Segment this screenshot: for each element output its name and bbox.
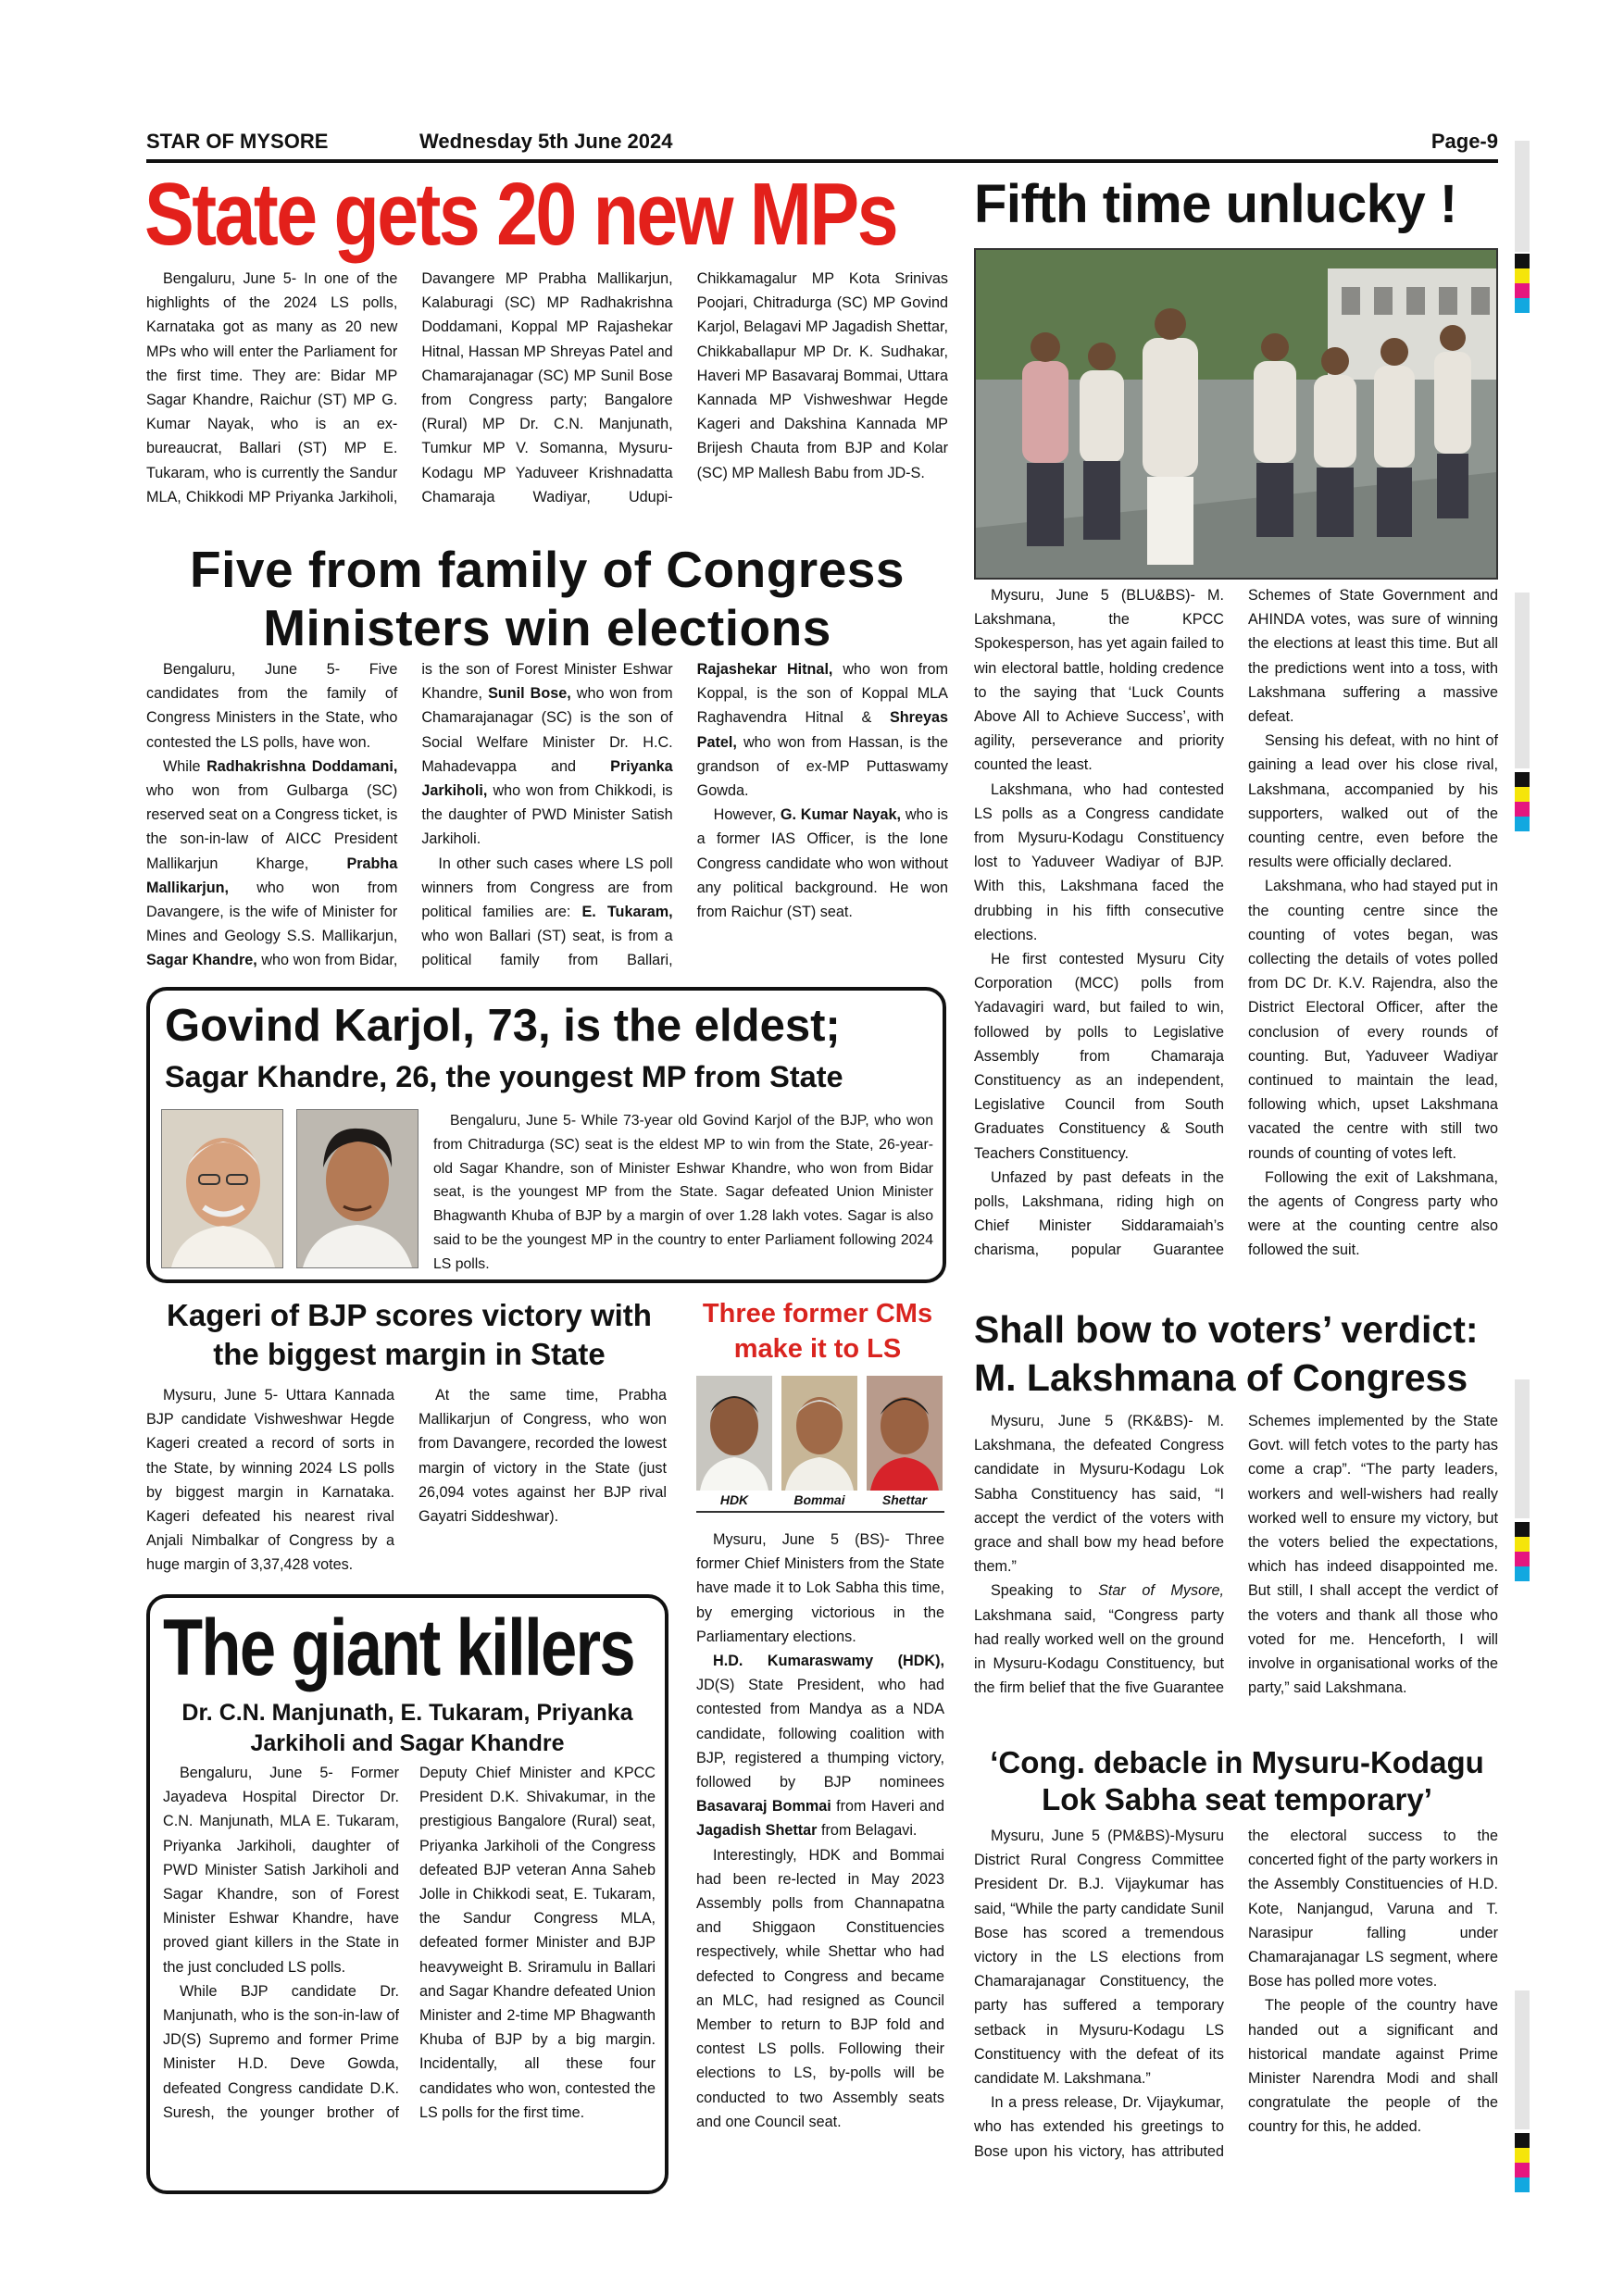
text-run: from Belagavi.	[817, 1822, 918, 1840]
reg-magenta	[1515, 283, 1530, 298]
headline-giant-killers: The giant killers	[163, 1603, 635, 1692]
caption-divider	[696, 1511, 944, 1513]
cm-name: Basavaraj Bommai	[696, 1798, 831, 1816]
subhead-line: Dr. C.N. Manjunath, E. Tukaram, Priyanka	[181, 1700, 633, 1726]
text-run: who won from Bidar, is the son of Forest Minister Eshwar Khandre,	[256, 661, 673, 969]
reg-yellow	[1515, 268, 1530, 283]
bommai-photo	[781, 1376, 857, 1491]
paper-name-italic: Star of Mysore,	[1098, 1582, 1224, 1600]
text-run: Lakshmana said, “Congress party had really worked well on the ground in Mysuru-Kodagu Constituency, but the firm belief that the five Guarantee Schemes implemented by the State Govt. will fetch votes to the party has come a crap”. “The party leaders, workers and well-wishers had really worked well to ensure my victory, but the voters belied the expectations, which has indeed disappointed me. But still, I shall accept the verdict of the voters and thank all those who voted for me. Henceforth, I will involve in organisational works of the party,” said Lakshmana.	[974, 1413, 1498, 1697]
article-paragraph: Mysuru, June 5- Uttara Kannada BJP candidate Vishweshwar Hegde Kageri created a record of sorts in the State, by winning 2024 LS polls by biggest margin in Karnataka. Kageri defeated his nearest rival Anjali Nimbalkar of Congress by a huge margin of 3,37,428 votes.	[146, 1387, 394, 1574]
headline-line: Ministers win elections	[263, 599, 831, 656]
article-paragraph: Bengaluru, June 5- Former Jayadeva Hospital Director Dr. C.N. Manjunath, MLA E. Tukaram, Priyanka Jarkiholi, daughter of PWD Minister Satish Jarkiholi and Sagar Khandre, son of Forest Minister Eshwar Khandre, have proved giant killers in the State in the just concluded LS polls.	[163, 1765, 399, 1976]
registration-strip	[1515, 1990, 1530, 2129]
sagar-khandre-photo	[296, 1109, 418, 1268]
reg-cyan	[1515, 298, 1530, 313]
article-paragraph: Mysuru, June 5 (PM&BS)-Mysuru District Rural Congress Committee President Dr. B.J. Vijaykumar has said, “While the party candidate Sunil Bose has scored a tremendous victory in the LS elections from Chamarajanagar Constituency, the party has suffered a temporary setback in Mysuru-Kodagu LS Constituency with the defeat of its candidate M. Lakshmana.”	[974, 1828, 1224, 2088]
text-run: JD(S) State President, who had contested from Mandya as a NDA candidate, following coalition with BJP, registered a thumping victory, followed by BJP nominees	[696, 1677, 944, 1791]
registration-strip	[1515, 141, 1530, 252]
headline-kageri	[144, 1296, 674, 1374]
article-paragraph: At the same time, Prabha Mallikarjun of Congress, who won from Davangere, recorded the lowest margin of victory in the State (just 26,094 votes against her BJP rival Gayatri Siddeshwar).	[418, 1387, 667, 1526]
article-three-cms	[696, 1528, 944, 2194]
color-registration-marks	[1515, 254, 1530, 313]
headline-line: Three former CMs	[702, 1299, 933, 1329]
headline-karjol: Govind Karjol, 73, is the eldest;	[165, 1001, 841, 1051]
cm-name: Jagadish Shettar	[696, 1822, 818, 1840]
article-paragraph: Bengaluru, June 5- Five candidates from the family of Congress Ministers in the State, who contested the LS polls, have won.	[146, 661, 398, 751]
text-run: who won Ballari (ST) seat, is from a political family from Ballari,	[421, 928, 673, 969]
headline-fifth-time: Fifth time unlucky !	[974, 174, 1457, 234]
shettar-photo	[867, 1376, 943, 1491]
headline-shall-bow	[974, 1305, 1500, 1402]
article-fifth-time	[974, 583, 1498, 1287]
article-karjol	[433, 1109, 933, 1276]
headline-line: Shall bow to voters’ verdict:	[974, 1308, 1479, 1351]
headline-line: ‘Cong. debacle in Mysuru-Kodagu	[990, 1745, 1484, 1779]
mp-name: Sagar Khandre,	[146, 952, 257, 969]
registration-strip	[1515, 593, 1530, 768]
mp-name: Rajashekar Hitnal,	[696, 661, 833, 678]
mp-name: G. Kumar Nayak,	[780, 806, 902, 824]
headline-debacle	[974, 1744, 1500, 1818]
text-run: who is a former IAS Officer, is the lone Congress candidate who won without any political background. He won from Raichur (ST) seat.	[696, 806, 948, 921]
text-run: who won from Chamarajanagar (SC) is the son of Social Welfare Minister Dr. H.C. Mahadevappa and	[421, 685, 673, 775]
mp-name: Sunil Bose,	[488, 685, 571, 703]
article-paragraph: He first contested Mysuru City Corporation (MCC) polls from Yadavagiri ward, but failed to win, followed by polls to Legislative Assembly from Chamaraja Constituency as an independent, Legislative Council from South Graduates Constituency & South Teachers Constituency.	[974, 951, 1224, 1162]
headline-line: Kageri of BJP scores victory with	[167, 1298, 652, 1332]
text-run: who won from Davangere, is the wife of Minister for Mines and Geology S.S. Mallikarjun,	[146, 879, 398, 945]
subhead-giant-killers	[159, 1698, 656, 1759]
mp-name: Priyanka Jarkiholi,	[421, 757, 673, 800]
article-kageri	[146, 1383, 667, 1585]
reg-black	[1515, 254, 1530, 268]
headline-family	[144, 541, 950, 657]
portrait-illustration	[867, 1376, 943, 1491]
giant-killers-box	[146, 1594, 668, 2194]
portrait-illustration	[781, 1376, 857, 1491]
article-paragraph: While BJP candidate Dr. Manjunath, who is the son-in-law of JD(S) Supremo and former Prime Minister H.D. Deve Gowda, defeated Congress candidate D.K. Suresh, the younger brother of Deputy Chief Minister and KPCC President D.K. Shivakumar, in the prestigious Bangalore (Rural) seat, Priyanka Jarkiholi of the Congress defeated BJP veteran Anna Saheb Jolle in Chikkodi seat, E. Tukaram, the Sandur Congress MLA, defeated former Minister and BJP heavyweight B. Sriramulu in Ballari and Sagar Khandre defeated Union Minister and 2-time MP Bhagwanth Khuba of BJP by a big margin. Incidentally, all these four candidates who won, contested the LS polls for the first time.	[163, 1765, 656, 2121]
mp-name: Prabha Mallikarjun,	[146, 855, 398, 896]
text-run: Speaking to	[991, 1582, 1099, 1600]
hdk-photo	[696, 1376, 772, 1491]
mp-name: Shreyas Patel,	[696, 709, 948, 751]
article-paragraph: Mysuru, June 5 (RK&BS)- M. Lakshmana, the defeated Congress candidate in Mysuru-Kodagu Lok Sabha Constituency has said, “I accept the verdict of the voters with grace and shall bow my head before them.”	[974, 1413, 1224, 1576]
text-run: who won from Gulbarga (SC) reserved seat on a Congress ticket, is the son-in-law of AICC President Mallikarjun Kharge,	[146, 782, 398, 872]
article-paragraph: Following the exit of Lakshmana, the agents of Congress party who were at the counting centre also followed the suit.	[1248, 1168, 1498, 1259]
article-paragraph: Lakshmana, who had stayed put in the counting centre since the counting of votes began, was collecting the details of votes polled from DC Dr. K.V. Rajendra, also the District Electoral Officer, after the conclusion of every rounds of counting. But, Yaduveer Wadiyar continued to maintain the lead, following which, upset Lakshmana vacated the centre with still two rounds of counting of votes left.	[1248, 878, 1498, 1162]
article-paragraph: The people of the country have handed out a significant and historical mandate against Prime Minister Narendra Modi and shall congratulate the people of the country for this, he added.	[1248, 1997, 1498, 2136]
text-run: In other such cases where LS poll winners from Congress are from political families are:	[421, 855, 673, 921]
photo-illustration	[976, 250, 1496, 578]
article-paragraph: Interestingly, HDK and Bommai had been re-lected in May 2023 Assembly polls from Channapatna and Shiggaon Constituencies respectively, while Shettar who had defected to Congress and became an MLC, had resigned as Council Member to return to BJP fold and contest LS polls. Following their elections to LS, by-polls will be conducted to two Assembly seats and one Council seat.	[696, 1846, 944, 2130]
article-body: Bengaluru, June 5- In one of the highlights of the 2024 LS polls, Karnataka got as many as 20 new MPs who will enter the Parliament for the first time. They are: Bidar MP Sagar Khandre, Raichur (ST) MP G. Kumar Nayak, who is an ex-bureaucrat, Ballari (ST) MP E. Tukaram, who is currently the Sandur MLA, Chikkodi MP Priyanka Jarkiholi, Davangere MP Prabha Mallikarjun, Kalaburagi (SC) MP Radhakrishna Doddamani, Koppal MP Rajashekar Hitnal, Hassan MP Shreyas Patel and Chamarajanagar (SC) MP Sunil Bose from Congress party; Bangalore (Rural) MP Dr. C.N. Manjunath, Tumkur MP V. Somanna, Mysuru-Kodagu MP Yaduveer Krishnadatta Chamaraja Wadiyar, Udupi-Chikkamagalur MP Kota Srinivas Poojari, Chitradurga (SC) MP Govind Karjol, Belagavi MP Jagadish Shettar, Chikkaballapur MP Dr. K. Sudhakar, Haveri MP Basavaraj Bommai, Uttara Kannada MP Vishweshwar Hegde Kageri and Dakshina Kannada MP Brijesh Chauta from BJP and Kolar (SC) MP Mallesh Babu from JD-S.	[146, 270, 948, 505]
text-run: who won from Hassan, is the grandson of ex-MP Puttaswamy Gowda.	[696, 733, 948, 800]
text-run: who won from Chikkodi, is the daughter of PWD Minister Satish Jarkiholi.	[421, 782, 673, 848]
mp-name: E. Tukaram,	[581, 904, 673, 921]
text-run: While	[163, 757, 207, 775]
subhead-karjol: Sagar Khandre, 26, the youngest MP from State	[165, 1060, 843, 1093]
headline-line: make it to LS	[733, 1334, 902, 1364]
masthead	[146, 130, 1498, 163]
issue-date: Wednesday 5th June 2024	[419, 130, 673, 153]
portrait-illustration	[162, 1110, 282, 1267]
subhead-line: Jarkiholi and Sagar Khandre	[250, 1730, 565, 1756]
cm-photo-strip	[696, 1376, 944, 1515]
cm-caption-shettar: Shettar	[881, 1492, 928, 1507]
portrait-illustration	[297, 1110, 418, 1267]
text-run: However,	[713, 806, 781, 824]
color-registration-marks	[1515, 1522, 1530, 1581]
govind-karjol-photo	[161, 1109, 283, 1268]
portrait-illustration	[696, 1376, 772, 1491]
article-paragraph: Lakshmana, who had contested LS polls as a Congress candidate from Mysuru-Kodagu Constituency lost to Yaduveer Wadiyar of BJP. With this, Lakshmana faced the drubbing in his fifth consecutive elections.	[974, 780, 1224, 943]
text-run: from Haveri and	[831, 1798, 944, 1816]
headline-line: Five from family of Congress	[190, 541, 905, 598]
headline-line: M. Lakshmana of Congress	[974, 1356, 1468, 1399]
article-paragraph: Unfazed by past defeats in the polls, Lakshmana, riding high on Chief Minister Siddaramaiah’s charisma, popular Guarantee Schemes of State Government and AHINDA votes, was sure of winning the elections at least this time. But all the predictions went into a toss, with Lakshmana suffering a massive defeat.	[974, 587, 1498, 1259]
cm-name: H.D. Kumaraswamy (HDK),	[713, 1653, 944, 1670]
karjol-box	[146, 987, 946, 1283]
headline-three-cms	[693, 1296, 943, 1366]
article-paragraph: Mysuru, June 5 (BS)- Three former Chief Ministers from the State have made it to Lok Sabha this time, by emerging victorious in the Parliamentary elections.	[696, 1531, 944, 1645]
cm-caption-bommai: Bommai	[793, 1492, 845, 1507]
article-giant-killers	[163, 1761, 656, 2179]
article-shall-bow	[974, 1409, 1498, 1728]
color-registration-marks	[1515, 772, 1530, 831]
article-paragraph: Sensing his defeat, with no hint of gaining a lead over his close rival, Lakshmana, accompanied by his supporters, walked out of the counting centre, even before the results were officially declared.	[1248, 732, 1498, 871]
paper-name: STAR OF MYSORE	[146, 130, 329, 153]
headline-new-mps: State gets 20 new MPs	[144, 165, 897, 264]
article-paragraph	[697, 803, 948, 924]
registration-strip	[1515, 1379, 1530, 1518]
headline-line: the biggest margin in State	[213, 1337, 606, 1371]
article-paragraph	[696, 1649, 944, 1843]
headline-line: Lok Sabha seat temporary’	[1042, 1782, 1432, 1816]
page-number: Page-9	[1430, 130, 1498, 153]
article-family	[146, 657, 948, 976]
color-registration-marks	[1515, 2133, 1530, 2192]
cm-caption-hdk: HDK	[719, 1492, 749, 1507]
article-paragraph: Mysuru, June 5 (BLU&BS)- M. Lakshmana, the KPCC Spokesperson, has yet again failed to win electoral battle, holding credence to the saying that ‘Luck Counts Above All to Achieve Success’, with agility, perseverance and priority counted the least.	[974, 587, 1224, 774]
mp-name: Radhakrishna Doddamani,	[206, 757, 398, 775]
article-new-mps	[146, 267, 948, 535]
lakshmana-walkout-photo	[974, 248, 1498, 580]
text-run: who won from Koppal, is the son of Koppal MLA Raghavendra Hitnal &	[696, 661, 948, 727]
article-paragraph: In a press release, Dr. Vijaykumar, who has extended his greetings to Bose upon his victory, has attributed the electoral success to the concerted fight of the party workers in the Assembly Constituencies of H.D. Kote, Nanjangud, Varuna and T. Narasipur falling under Chamarajanagar LS segment, where Bose has polled more votes.	[974, 1828, 1498, 2160]
article-body: Bengaluru, June 5- While 73-year old Govind Karjol of the BJP, who won from Chitradurga (SC) seat is the eldest MP to win from the State, 26-year-old Sagar Khandre, son of Minister Eshwar Khandre, who won from Bidar seat, is the youngest MP from the State. Sagar defeated Union Minister Bhagwanth Khuba of BJP by a margin of over 1.28 lakh votes. Sagar is also said to be the youngest MP in the country to enter Parliament following 2024 LS polls.	[433, 1113, 933, 1272]
article-debacle	[974, 1824, 1498, 2192]
